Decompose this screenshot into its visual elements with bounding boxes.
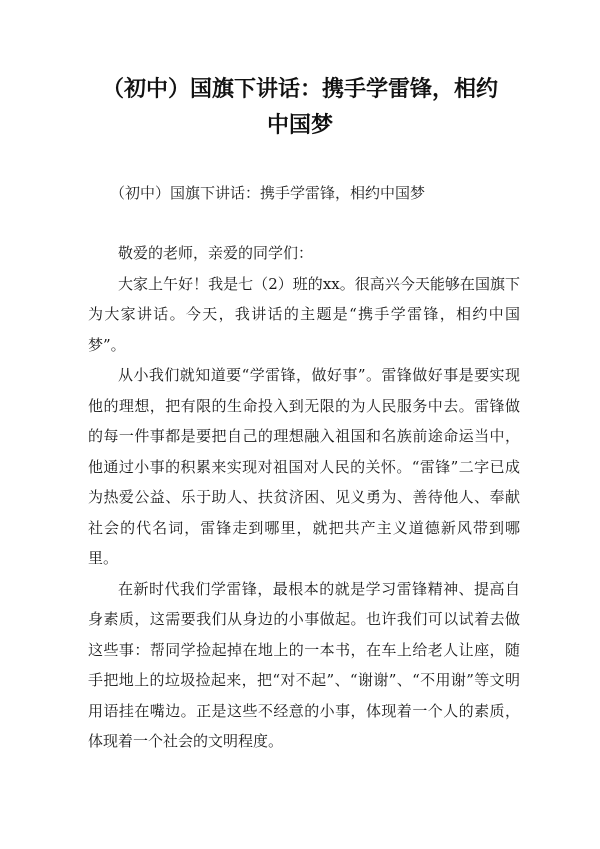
paragraph-new-era: 在新时代我们学雷锋，最根本的就是学习雷锋精神、提高自身素质，这需要我们从身边的小事做起。也许我们可以试着去做这些事：帮同学捡起掉在地上的一本书，在车上给老人让座，随手把地上的垃圾捡起来，把“对不起”、“谢谢”、“不用谢”等文明用语挂在嘴边。正是这些不经意的小事，体现着一个人的素质，体现着一个社会的文明程度。 [88,579,520,750]
paragraph-leifeng-meaning: 从小我们就知道要“学雷锋，做好事”。雷锋做好事是要实现他的理想，把有限的生命投入到无限的为人民服务中去。雷锋做的每一件事都是要把自己的理想融入祖国和名族前途命运当中，他通过小事的积累来实现对祖国对人民的关怀。“雷锋”二字已成为热爱公益、乐于助人、扶贫济困、见义勇为、善待他人、奉献社会的代名词，雷锋走到哪里，就把共产主义道德新风带到哪里。 [88,366,520,567]
paragraph-salutation: 敬爱的老师，亲爱的同学们： [118,244,314,262]
title-line-2: 中国梦 [266,113,333,138]
paragraph-greeting: 大家上午好！我是七（2）班的xx。很高兴今天能够在国旗下为大家讲话。今天，我讲话的主题是“携手学雷锋，相约中国梦”。 [88,274,520,354]
document-subtitle: （初中）国旗下讲话：携手学雷锋，相约中国梦 [110,184,426,202]
document-title [80,72,520,144]
document-body [88,238,520,757]
title-line-1: （初中）国旗下讲话：携手学雷锋，相约 [101,77,498,102]
